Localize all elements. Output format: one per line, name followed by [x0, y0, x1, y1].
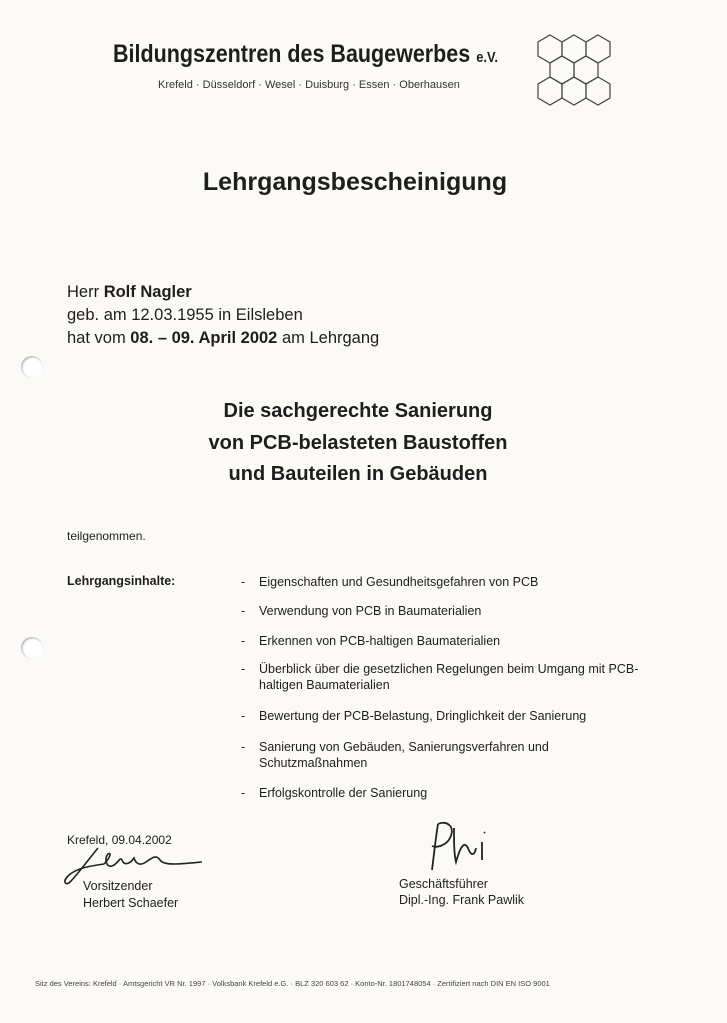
signer-name: Dipl.-Ing. Frank Pawlik: [399, 893, 525, 907]
person-line: [67, 283, 192, 302]
course-title-line: Die sachgerechte Sanierung: [223, 400, 493, 422]
punch-hole: [21, 356, 43, 378]
organization-logo-icon: [520, 30, 620, 115]
attendance-line: hat vom 08. – 09. April 2002 am Lehrgang: [67, 329, 380, 347]
signer-role: Vorsitzender: [83, 879, 153, 893]
place-date: Krefeld, 09.04.2002: [67, 833, 172, 847]
signature-pawlik-icon: [420, 818, 520, 878]
salutation: Herr: [67, 283, 100, 301]
footer-legal-line: Sitz des Vereins: Krefeld · Amtsgericht VR Nr. 1997 · Volksbank Krefeld e.G. · BLZ 320 603 62 · Konto-Nr. 1801748054 · Zertifiziert nach DIN EN ISO 9001: [35, 979, 550, 988]
punch-hole: [21, 637, 43, 659]
organization-name: Bildungszentren des Baugewerbes e.V.: [113, 40, 498, 68]
course-title-line: von PCB-belasteten Baustoffen: [208, 432, 508, 454]
participated-text: teilgenommen.: [67, 529, 146, 543]
course-dates: 08. – 09. April 2002: [130, 329, 278, 347]
birth-line: geb. am 12.03.1955 in Eilsleben: [67, 306, 303, 324]
person-name: Rolf Nagler: [103, 283, 192, 301]
organization-suffix: e.V.: [476, 49, 498, 66]
signer-name: Herbert Schaefer: [83, 896, 179, 910]
signer-role: Geschäftsführer: [399, 877, 488, 891]
course-title-line: und Bauteilen in Gebäuden: [228, 463, 488, 485]
contents-label: Lehrgangsinhalte:: [67, 574, 176, 588]
organization-cities: Krefeld · Düsseldorf · Wesel · Duisburg · Essen · Oberhausen: [158, 79, 460, 91]
document-title: Lehrgangsbescheinigung: [202, 168, 508, 196]
